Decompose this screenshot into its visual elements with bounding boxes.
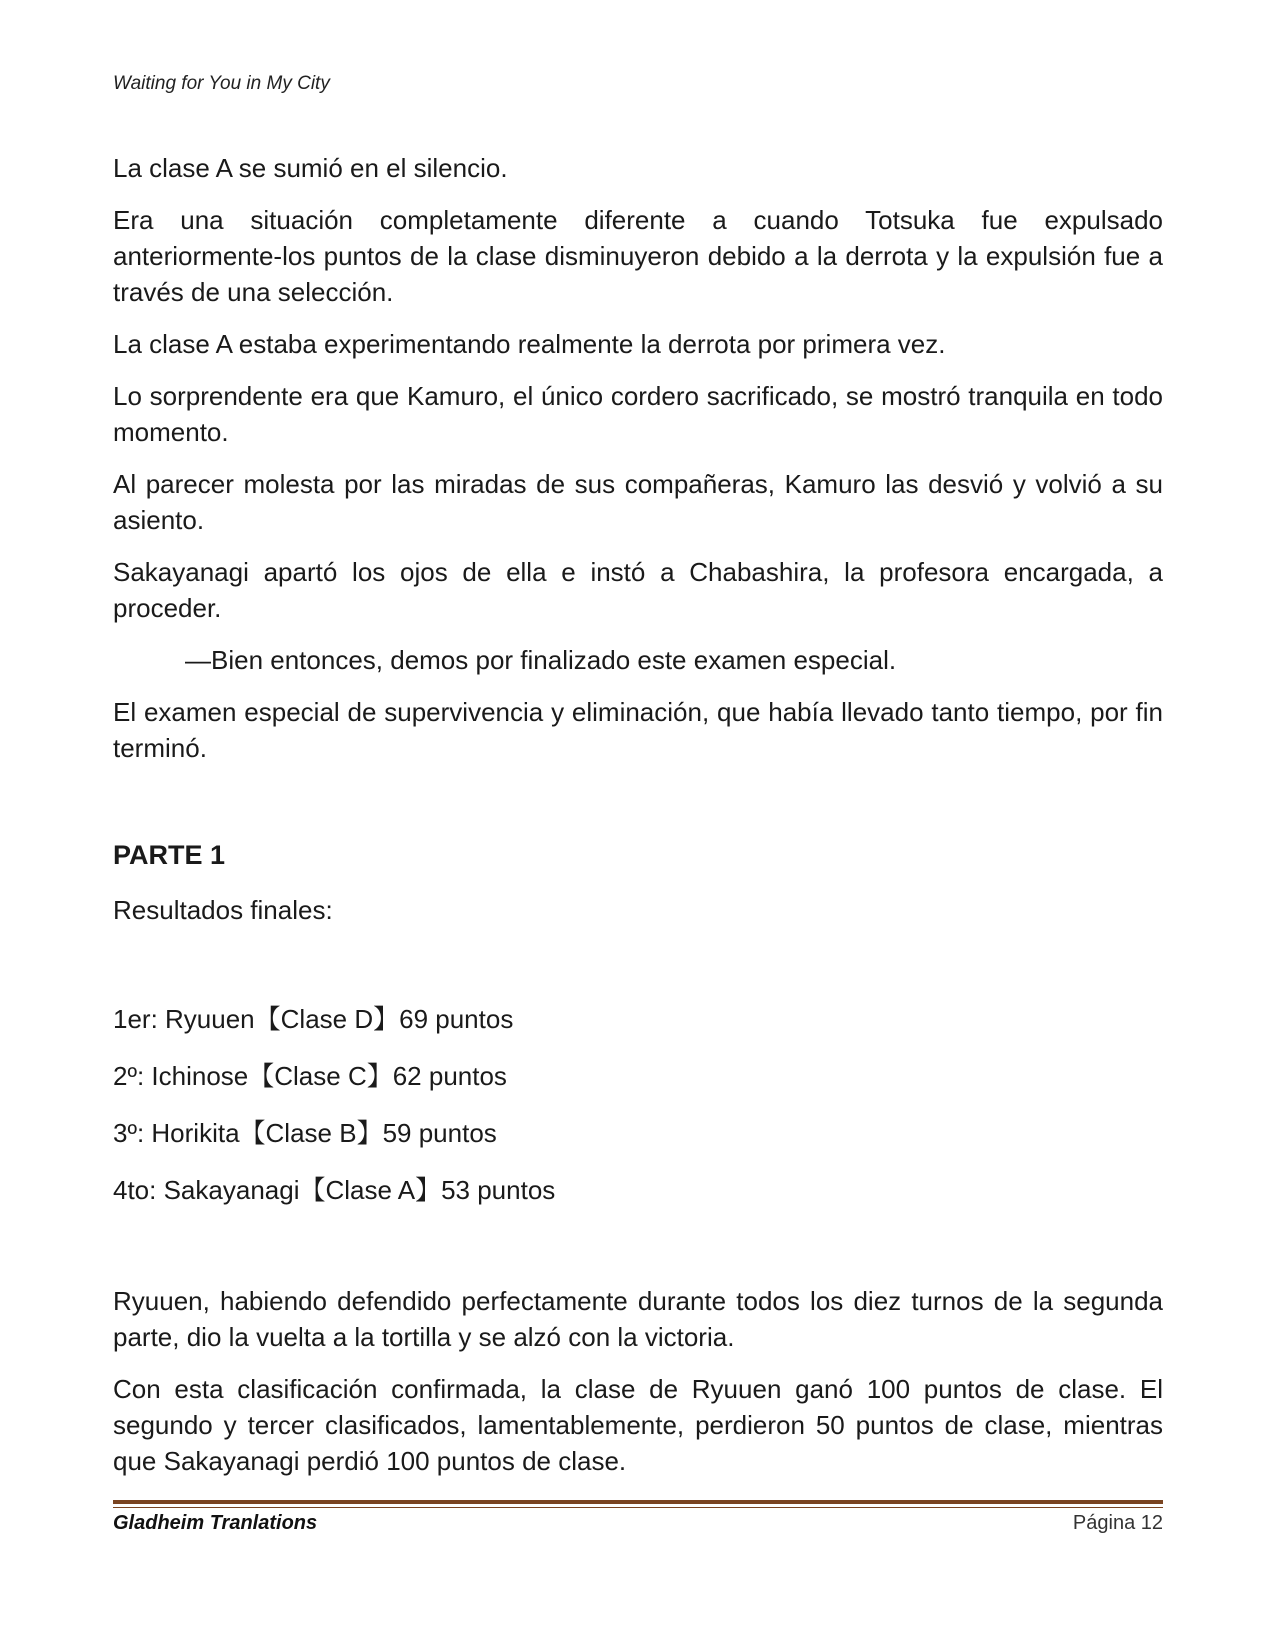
paragraph: La clase A estaba experimentando realmente la derrota por primera vez. bbox=[113, 329, 946, 359]
footer-rule bbox=[113, 1500, 1163, 1504]
paragraph: Era una situación completamente diferente a cuando Totsuka fue expulsado anteriormente-los puntos de la clase disminuyeron debido a la derrota y la expulsión fue a través de una selección. bbox=[113, 205, 1163, 307]
result-item: 1er: Ryuuen【Clase D】69 puntos bbox=[113, 1004, 514, 1034]
result-item: 3º: Horikita【Clase B】59 puntos bbox=[113, 1118, 497, 1148]
paragraph: La clase A se sumió en el silencio. bbox=[113, 153, 508, 183]
paragraph: Al parecer molesta por las miradas de sus compañeras, Kamuro las desvió y volvió a su asiento. bbox=[113, 469, 1163, 535]
body-text bbox=[113, 150, 1163, 782]
dialogue-paragraph: —Bien entonces, demos por finalizado este examen especial. bbox=[185, 645, 897, 675]
result-item: 4to: Sakayanagi【Clase A】53 puntos bbox=[113, 1175, 556, 1205]
result-item: 2º: Ichinose【Clase C】62 puntos bbox=[113, 1061, 507, 1091]
footer-page-number: Página 12 bbox=[1072, 1512, 1163, 1534]
paragraph: El examen especial de supervivencia y eliminación, que había llevado tanto tiempo, por fin terminó. bbox=[113, 697, 1163, 763]
section-heading: PARTE 1 bbox=[113, 840, 226, 870]
results-intro: Resultados finales: bbox=[113, 895, 333, 925]
paragraph: Con esta clasificación confirmada, la clase de Ryuuen ganó 100 puntos de clase. El segundo y tercer clasificados, lamentablemente, perdieron 50 puntos de clase, mientras que Sakayanagi perdió 100 puntos de clase. bbox=[113, 1374, 1163, 1476]
paragraph: Sakayanagi apartó los ojos de ella e instó a Chabashira, la profesora encargada, a proceder. bbox=[113, 557, 1163, 623]
running-header: Waiting for You in My City bbox=[113, 73, 330, 94]
footer-translator: Gladheim Tranlations bbox=[113, 1512, 318, 1534]
closing-text bbox=[113, 1283, 1163, 1495]
paragraph: Lo sorprendente era que Kamuro, el único cordero sacrificado, se mostró tranquila en todo momento. bbox=[113, 381, 1163, 447]
paragraph: Ryuuen, habiendo defendido perfectamente durante todos los diez turnos de la segunda parte, dio la vuelta a la tortilla y se alzó con la victoria. bbox=[113, 1286, 1163, 1352]
footer-rule-thin bbox=[113, 1507, 1163, 1508]
results-list bbox=[113, 1001, 555, 1229]
